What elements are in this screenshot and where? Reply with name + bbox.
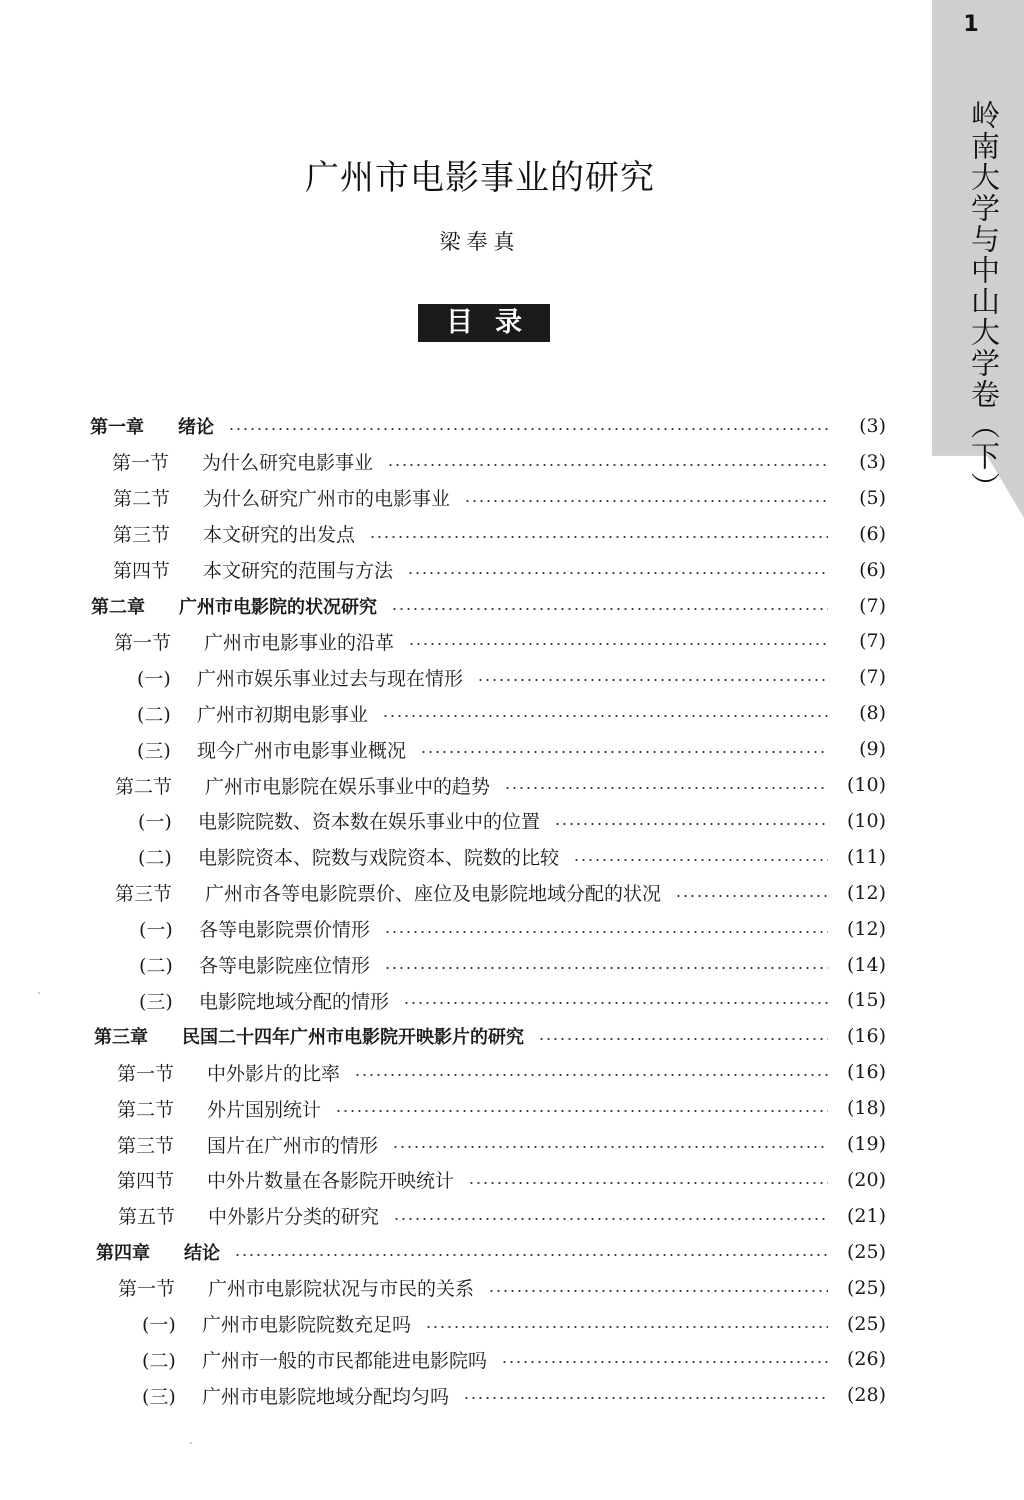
toc-entry[interactable]: [113, 516, 886, 552]
toc-entry-title: 绪论: [178, 417, 214, 438]
toc-entry-title: 各等电影院座位情形: [199, 955, 371, 977]
dot-leader: [335, 1110, 828, 1112]
toc-entry[interactable]: [139, 911, 886, 947]
document-title: 广州市电影事业的研究: [305, 158, 655, 198]
toc-entry[interactable]: [137, 659, 886, 695]
dot-leader: [468, 1182, 828, 1184]
toc-entry-page: (7): [859, 666, 886, 689]
toc-entry[interactable]: [94, 1018, 886, 1054]
toc-entry[interactable]: [137, 731, 886, 767]
dot-leader: [425, 1326, 828, 1328]
toc-entry-label: (二): [139, 955, 173, 977]
toc-entry-label: 第一节: [117, 1062, 175, 1085]
toc-entry[interactable]: [112, 444, 886, 480]
toc-entry[interactable]: [138, 839, 886, 875]
dot-leader: [228, 428, 828, 430]
toc-entry-page: (7): [859, 594, 886, 617]
toc-entry-title: 中外影片分类的研究: [208, 1206, 380, 1229]
toc-entry-title: 广州市一般的市民都能进电影院吗: [202, 1349, 488, 1372]
dot-leader: [675, 895, 828, 897]
book-title-vertical: 岭南大学与中山大学卷（下）: [967, 100, 1001, 503]
toc-entry-page: (15): [846, 989, 886, 1012]
toc-entry-label: (一): [139, 919, 173, 942]
toc-entry[interactable]: [118, 1270, 886, 1306]
toc-entry-title: 广州市电影院地域分配均匀吗: [202, 1385, 450, 1408]
toc-entry-label: 第二节: [115, 775, 173, 798]
toc-entry[interactable]: [113, 552, 886, 588]
toc-entry-page: (20): [846, 1168, 886, 1191]
toc-entry-label: (一): [138, 811, 172, 834]
dot-leader: [384, 931, 828, 933]
dot-leader: [407, 572, 828, 574]
dot-leader: [393, 1218, 828, 1220]
toc-entry-page: (25): [846, 1240, 886, 1263]
toc-entry[interactable]: [117, 1090, 886, 1126]
toc-entry-page: (6): [859, 558, 886, 581]
toc-entry[interactable]: [115, 767, 886, 803]
toc-entry-label: 第一章: [90, 417, 144, 438]
page-number: 1: [963, 12, 979, 37]
toc-entry-label: (三): [142, 1385, 176, 1408]
dot-leader: [477, 679, 828, 681]
toc-entry-title: 本文研究的出发点: [203, 524, 356, 547]
toc-entry-label: 第四章: [96, 1242, 150, 1264]
toc-entry-label: 第五节: [118, 1206, 176, 1229]
toc-entry-label: 第三章: [94, 1027, 148, 1049]
toc-entry[interactable]: [117, 1162, 886, 1198]
toc-entry-label: 第一节: [112, 452, 170, 475]
toc-entry-label: (一): [142, 1314, 176, 1336]
toc-entry-page: (12): [846, 917, 886, 940]
dot-leader: [408, 643, 828, 645]
toc-entry-page: (28): [846, 1384, 886, 1407]
toc-entry-label: 第三节: [113, 524, 171, 547]
toc-entry[interactable]: [137, 695, 886, 731]
dot-leader: [391, 608, 828, 610]
toc-entry-page: (3): [859, 415, 886, 437]
toc-entry-title: 为什么研究广州市的电影事业: [203, 488, 451, 511]
dot-leader: [403, 1002, 828, 1004]
dot-leader: [382, 715, 828, 717]
toc-entry-label: (三): [137, 739, 171, 762]
dot-leader: [369, 536, 828, 538]
toc-entry-page: (16): [846, 1061, 886, 1084]
toc-entry-page: (18): [846, 1097, 886, 1120]
toc-entry-label: (一): [137, 667, 171, 690]
toc-entry[interactable]: [114, 623, 886, 659]
toc-entry[interactable]: [115, 875, 886, 911]
toc-entry-title: 电影院地域分配的情形: [199, 990, 390, 1013]
toc-entry-title: 中外影片的比率: [207, 1062, 341, 1085]
toc-entry-title: 广州市电影事业的沿革: [204, 631, 395, 654]
toc-entry[interactable]: [118, 1198, 886, 1234]
toc-entry-label: 第一节: [114, 631, 172, 654]
toc-entry[interactable]: [142, 1377, 886, 1413]
toc-entry-title: 中外片数量在各影院开映统计: [207, 1170, 455, 1193]
toc-entry[interactable]: [96, 1234, 886, 1270]
dot-leader: [488, 1290, 828, 1292]
toc-entry-title: 结论: [184, 1242, 220, 1264]
toc-entry-page: (7): [859, 630, 886, 653]
toc-entry-title: 电影院资本、院数与戏院资本、院数的比较: [198, 847, 560, 870]
toc-entry-title: 外片国别统计: [207, 1098, 322, 1121]
dot-leader: [464, 500, 828, 502]
toc-entry-page: (26): [846, 1348, 886, 1371]
toc-entry-label: 第二节: [113, 488, 171, 511]
scan-speck: [190, 1442, 192, 1444]
toc-entry-title: 电影院院数、资本数在娱乐事业中的位置: [198, 811, 541, 834]
toc-entry-page: (25): [846, 1276, 886, 1299]
toc-entry-page: (14): [846, 953, 886, 976]
toc-entry-label: 第二节: [117, 1098, 175, 1121]
toc-heading: 目录: [418, 304, 550, 342]
toc-entry-title: 各等电影院票价情形: [199, 919, 371, 942]
toc-entry-label: (二): [137, 703, 171, 726]
toc-entry-label: 第三节: [117, 1134, 175, 1157]
toc-entry-title: 现今广州市电影事业概况: [197, 739, 407, 762]
toc-entry-page: (10): [846, 774, 886, 796]
toc-entry[interactable]: [117, 1054, 886, 1090]
toc-entry[interactable]: [139, 982, 886, 1018]
toc-entry-page: (12): [846, 881, 886, 904]
toc-entry[interactable]: [113, 480, 886, 516]
scan-speck: [38, 992, 40, 994]
toc-entry[interactable]: [139, 947, 886, 983]
dot-leader: [420, 751, 828, 753]
toc-entry-label: 第四节: [117, 1170, 175, 1193]
toc-entry-page: (21): [846, 1204, 886, 1227]
toc-entry-label: (三): [139, 990, 173, 1013]
toc-entry-page: (5): [859, 486, 886, 509]
toc-entry[interactable]: [142, 1341, 886, 1377]
dot-leader: [538, 1038, 828, 1040]
toc-entry-title: 民国二十四年广州市电影院开映影片的研究: [182, 1027, 524, 1049]
toc-entry-title: 广州市电影院在娱乐事业中的趋势: [205, 775, 491, 798]
dot-leader: [384, 967, 828, 969]
toc-entry-title: 本文研究的范围与方法: [203, 560, 394, 583]
dot-leader: [392, 1146, 828, 1148]
toc-entry-page: (10): [846, 809, 886, 832]
dot-leader: [463, 1397, 828, 1399]
toc-entry[interactable]: [117, 1126, 886, 1162]
toc-entry-page: (6): [859, 522, 886, 545]
toc-entry[interactable]: [142, 1306, 886, 1342]
author-name: 梁奉真: [439, 230, 521, 254]
toc-entry-page: (8): [859, 702, 886, 725]
toc-entry-label: 第三节: [115, 883, 173, 906]
toc-entry[interactable]: [90, 408, 886, 444]
toc-entry-label: (二): [138, 847, 172, 870]
dot-leader: [504, 787, 828, 789]
dot-leader: [501, 1361, 828, 1363]
toc-entry-title: 广州市电影院院数充足吗: [202, 1314, 412, 1336]
toc-entry-page: (11): [846, 845, 886, 868]
toc-entry-title: 广州市初期电影事业: [197, 703, 369, 726]
dot-leader: [573, 859, 828, 861]
toc-entry[interactable]: [138, 803, 886, 839]
toc-entry-page: (25): [846, 1312, 886, 1335]
toc-entry-title: 国片在广州市的情形: [207, 1134, 379, 1157]
toc-entry[interactable]: [91, 588, 886, 624]
toc-entry-title: 为什么研究电影事业: [202, 452, 374, 475]
toc-entry-title: 广州市电影院的状况研究: [179, 596, 377, 618]
toc-entry-label: 第四节: [113, 560, 171, 583]
toc-entry-title: 广州市电影院状况与市民的关系: [208, 1278, 475, 1301]
toc-entry-page: (9): [859, 738, 886, 761]
toc-entry-page: (16): [846, 1025, 886, 1048]
dot-leader: [387, 464, 828, 466]
toc-entry-title: 广州市各等电影院票价、座位及电影院地域分配的状况: [205, 883, 662, 906]
toc-entry-label: (二): [142, 1349, 176, 1372]
dot-leader: [354, 1074, 828, 1076]
toc-entry-label: 第二章: [91, 596, 145, 618]
toc-entry-title: 广州市娱乐事业过去与现在情形: [197, 667, 464, 690]
dot-leader: [234, 1254, 828, 1256]
toc-entry-label: 第一节: [118, 1278, 176, 1301]
toc-entry-page: (19): [846, 1133, 886, 1155]
toc-entry-page: (3): [859, 450, 886, 473]
dot-leader: [554, 823, 828, 825]
